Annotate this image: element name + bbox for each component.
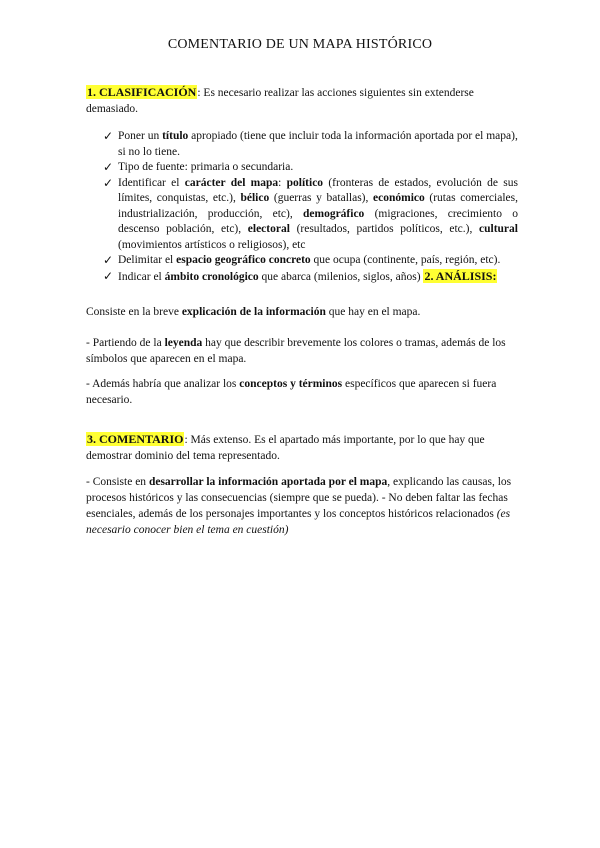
clasificacion-text: : Es necesario realizar las acciones siguientes sin extenderse demasiado.: [86, 87, 474, 115]
list-item: ✓ Poner un título apropiado (tiene que incluir toda la información aportada por el mapa), si no lo tiene.: [103, 129, 518, 158]
comentario-body: - Consiste en desarrollar la información aportada por el mapa, explicando las causas, los procesos históricos y las consecuencias (siempre que se pueda). - No deben faltar las fechas esenciales, además de los personajes importantes y los conceptos históricos relacionados (es necesario conocer bien el tema en cuestión): [86, 476, 512, 536]
analisis-p1: Consiste en la breve explicación de la información que hay en el mapa.: [86, 306, 421, 318]
list-item: ✓ Delimitar el espacio geográfico concreto que ocupa (continente, país, región, etc).: [103, 253, 501, 267]
clasificacion-intro: [86, 84, 518, 117]
analisis-heading: 2. ANÁLISIS:: [424, 268, 497, 283]
comentario-text: : Más extenso. Es el apartado más importante, por lo que hay que demostrar dominio del tema representado.: [86, 434, 485, 462]
check-icon: ✓: [103, 268, 114, 283]
page-title: COMENTARIO DE UN MAPA HISTÓRICO: [167, 37, 433, 52]
list-item: ✓ Tipo de fuente: primaria o secundaria.: [103, 160, 294, 174]
clasificacion-checklist: [103, 129, 518, 285]
check-icon: ✓: [103, 160, 114, 174]
analisis-p3: - Además habría que analizar los conceptos y términos específicos que aparecen si fuera necesario.: [86, 378, 497, 406]
list-item: ✓ Indicar el ámbito cronológico que abarca (milenios, siglos, años) 2. ANÁLISIS:: [103, 268, 497, 283]
comentario-intro: [86, 431, 518, 464]
list-item: ✓ Identificar el carácter del mapa: político (fronteras de estados, evolución de sus límites, conquistas, etc.), bélico (guerras y batallas), económico (rutas comerciales, industrialización, producción, etc), demográfico (migraciones, crecimiento o descenso población, etc), electoral (resultados, partidos políticos, etc.), cultural (movimientos artísticos o religiosos), etc: [103, 175, 518, 251]
comentario-heading: 3. COMENTARIO: [87, 432, 184, 446]
analisis-p2: - Partiendo de la leyenda hay que describir brevemente los colores o tramas, además de los símbolos que aparecen en el mapa.: [86, 337, 506, 365]
clasificacion-heading: 1. CLASIFICACIÓN: [87, 85, 197, 99]
check-icon: ✓: [103, 253, 114, 267]
check-icon: ✓: [103, 175, 114, 190]
check-icon: ✓: [103, 129, 114, 143]
